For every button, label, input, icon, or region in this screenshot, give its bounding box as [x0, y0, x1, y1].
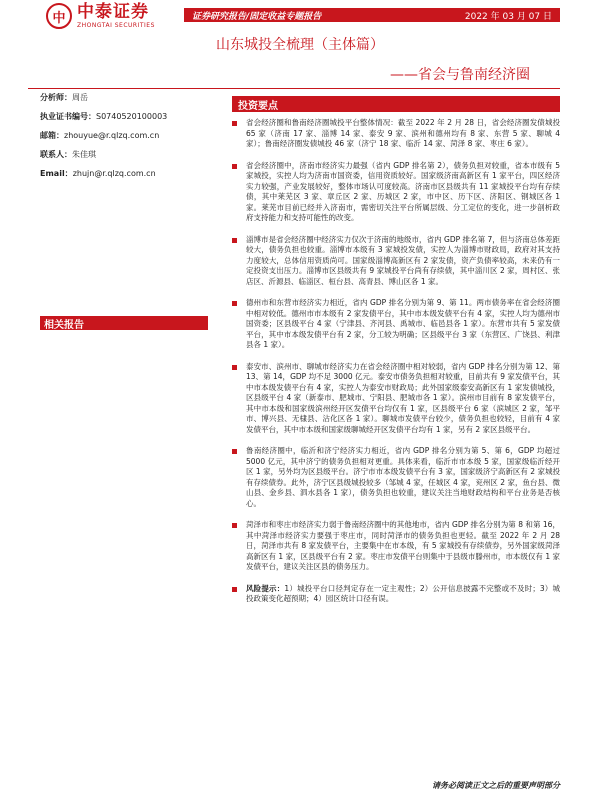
analyst-label: 分析师：	[40, 93, 72, 102]
analyst-email[interactable]: zhouyue@r.qlzq.com.cn	[64, 131, 160, 140]
analyst-row	[40, 94, 200, 102]
bullet-overview: 省会经济圈和鲁南经济圈城投平台整体情况：截至 2022 年 2 月 28 日，省会经济圈发债城投 65 家（济南 17 家、淄博 14 家、泰安 9 家、滨州和德州均有 8 家、东营 5 家、聊城 4 家）；鲁南经济圈发债城投 46 家（济宁 18 家、临沂 14 家、菏泽 8 家、枣庄 6 家）。	[232, 118, 560, 150]
risk-label: 风险提示：	[246, 583, 285, 593]
report-date: 2022 年 03 月 07 日	[464, 11, 552, 22]
risk-text: 1）城投平台口径判定存在一定主观性；2）公开信息披露不完整或不及时；3）城投政策变化超预期；4）园区统计口径有误。	[246, 583, 560, 603]
bullet-linyi-jining: 鲁南经济圈中，临沂和济宁经济实力相近，省内 GDP 排名分别为第 5、第 6，GDP 均超过 5000 亿元，其中济宁的债务负担相对更重。具体来看，临沂市市本级 5 家，国家级临沂经开区 1 家，另外均为区县级平台。济宁市市本级发债平台有 3 家，国家级济宁高新区有 2 家城投有存续债券。此外，济宁区县级城投较多（邹城 4 家，任城区 4 家，兖州区 2 家，鱼台县、微山县、金乡县、泗水县各 1 家），债务负担也较重，建议关注当地财政结构和平台业务是否核心。	[232, 446, 560, 509]
logo-text	[77, 1, 155, 29]
report-subtitle: ——省会与鲁南经济圈	[390, 67, 530, 83]
email-row	[40, 132, 200, 140]
analyst-info	[40, 94, 200, 189]
header-bar	[184, 8, 560, 22]
bullet-jinan: 省会经济圈中，济南市经济实力最强（省内 GDP 排名第 2），债务负担对较重，省本市级有 5 家城投，实控人均为济南市国资委，信用资质较好。国家级济南高新区有 1 家平台，四区经济实力较强，产业发展较好，整体市场认可度较高。济南市区县级共有 11 家城投平台均有存续债，其中莱芜区 3 家、章丘区 2 家、历城区 2 家，市中区、历下区、济阳区、钢城区各 1 家。莱芜市目前已经并入济南市，需密切关注平台所属层级、分工定位的变化，进一步剖析政府支持能力和支持可能性的改变。	[232, 161, 560, 224]
bullet-risk	[232, 584, 560, 605]
report-title: 山东城投全梳理（主体篇）	[216, 37, 384, 53]
bullet-dezhou-dongying: 德州市和东营市经济实力相近，省内 GDP 排名分别为第 9、第 11。两市债务率在省会经济圈中相对较低。德州市市本级有 2 家发债平台，其中市本级发债平台有 4 家，实控人均为德州市国资委；区县级平台 4 家（宁津县、齐河县、禹城市、临邑县各 1 家）。东营市共有 5 家发债平台，其中市本级发债平台有 2 家，分工较为明确；区县级平台 3 家（东营区、广饶县、利津县各 1 家）。	[232, 298, 560, 351]
brand-name-cn: 中泰证券	[77, 1, 149, 22]
bullet-zibo: 淄博市是省会经济圈中经济实力仅次于济南的地级市，省内 GDP 排名第 7，但与济南总体差距较大，债务负担也较重。淄博市本级有 3 家城投发债，实控人为淄博市财政局，政府对其支持力度较大，总体信用资质尚可。国家级淄博高新区有 2 家发债，资产负债率较高，未来仍有一定投资支出压力。淄博市区县级共有 9 家城投平台尚有存续债，其中淄川区 2 家，周村区、张店区、沂源县、临淄区、桓台县、高青县、博山区各 1 家。	[232, 235, 560, 288]
logo-mark-icon: 中	[46, 3, 72, 29]
license-row	[40, 113, 200, 121]
footer-disclaimer: 请务必阅读正文之后的重要声明部分	[432, 781, 560, 790]
contact-email[interactable]: zhujn@r.qlzq.com.cn	[72, 169, 156, 178]
contact-email-row	[40, 170, 200, 178]
brand-name-en: ZHONGTAI SECURITIES	[77, 21, 155, 29]
report-category: 证券研究报告/固定收益专题报告	[192, 11, 322, 22]
bullet-heze-zaozhuang: 菏泽市和枣庄市经济实力弱于鲁南经济圈中的其他地市，省内 GDP 排名分别为第 8 和第 16，其中菏泽市经济实力要强于枣庄市，同时菏泽市的债务负担也更轻。截至 2022 年 2 月 28 日，菏泽市共有 8 家发债平台，主要集中在市本级，有 5 家城投有存续债券，另外国家级菏泽高新区有 1 家，区县级平台有 2 家。枣庄市发债平台则集中于县级市滕州市，市本级仅有 1 家发债平台，建议关注区县的债务压力。	[232, 520, 560, 573]
contact-label: 联系人：	[40, 150, 72, 159]
bullet-taian-binzhou-liaocheng: 泰安市、滨州市、聊城市经济实力在省会经济圈中相对较弱，省内 GDP 排名分别为第 12、第 13、第 14，GDP 均不足 3000 亿元。泰安市债务负担相对较重，目前共有 9 家发债平台，其中市本级发债平台有 4 家，实控人为泰安市财政局；此外国家级泰安高新区有 1 家发债城投，区县级平台 4 家（新泰市、肥城市、宁阳县、肥城市各 1 家）。滨州市目前有 8 家发债平台，其中市本级和国家级滨州经开区发债平台均仅有 1 家，区县级平台 6 家（滨城区 2 家，邹平市、博兴县、无棣县、沾化区各 1 家）。聊城市发债平台较少，债务负担也较轻，目前有 4 家发债平台，其中市本级和国家级聊城经开区发债平台均有 1 家，另有 2 家区县级平台。	[232, 362, 560, 436]
contact-name: 朱佳琪	[72, 150, 96, 159]
email-label: 邮箱：	[40, 131, 64, 140]
license-label: 执业证书编号：	[40, 112, 96, 121]
title-divider	[28, 88, 560, 89]
contact-email-label: Email：	[40, 169, 73, 178]
investment-header-bar	[232, 96, 560, 112]
related-reports-header: 相关报告	[40, 316, 208, 330]
contact-row	[40, 151, 200, 159]
brand-logo	[46, 3, 155, 29]
license-number: S0740520100003	[96, 112, 168, 121]
investment-points	[232, 118, 560, 616]
analyst-name: 周岳	[72, 93, 88, 102]
investment-title: 投资要点	[238, 101, 278, 112]
